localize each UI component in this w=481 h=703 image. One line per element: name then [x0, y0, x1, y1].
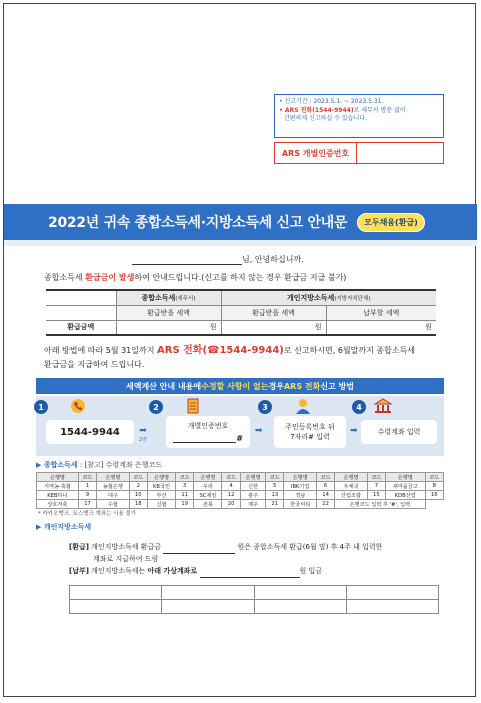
- name-blank: [132, 256, 242, 265]
- banner-underline: [4, 240, 477, 246]
- refund-label: [환급]: [69, 543, 89, 551]
- auth-number-pill: [166, 416, 250, 448]
- step-4-number: 4: [352, 400, 366, 414]
- va-cell: [254, 600, 346, 614]
- para-suffix: 로 신고하시면, 6월말까지 종합소득세: [283, 346, 416, 355]
- method-head-ars: ARS 전화: [283, 381, 321, 391]
- sub-head-1: 환급받을 세액: [116, 305, 221, 320]
- filing-period: • 신고기간 : 2023.5.1. ~ 2023.5.31.: [279, 98, 384, 105]
- amount-cell-3: 원: [326, 320, 436, 335]
- bank-table-header-cell: 코드: [129, 473, 147, 482]
- document-page: [3, 3, 476, 697]
- method-head-suffix: 신고 방법: [320, 381, 355, 391]
- ars-auth-value: [357, 143, 443, 163]
- col-local-tax-title: 개인지방소득세: [286, 293, 335, 302]
- method-head-middle: 경우: [268, 381, 284, 391]
- person-icon: [294, 397, 312, 415]
- bank-table-header-cell: 코드: [176, 473, 194, 482]
- va-cell: [70, 600, 162, 614]
- bank-table-header-cell: 은행명: [284, 473, 316, 482]
- ars-phone-text: • ARS 전화(1544-9944): [279, 106, 354, 114]
- bank-table-cell: 1: [78, 482, 96, 491]
- intro-line: [44, 272, 346, 283]
- col-income-tax-title: 종합소득세: [141, 293, 176, 302]
- bank-table-cell: 우리: [194, 482, 222, 491]
- pay-bold: 아래 가상계좌로: [147, 566, 198, 575]
- ars-auth-box: [274, 142, 444, 164]
- method-header: [36, 378, 444, 394]
- phone-icon: [70, 398, 86, 414]
- pay-line: [69, 566, 439, 578]
- bank-table-cell: 5: [266, 482, 284, 491]
- local-section-title: ▶ 개인지방소득세: [36, 523, 92, 531]
- step-1-note-text: 2번: [139, 437, 148, 443]
- bank-table-cell: 경남: [284, 491, 316, 500]
- bank-table-cell: 15: [367, 491, 385, 500]
- refund-text-2: 원은 종합소득세 환급(6월 말) 후 4주 내 입력한: [237, 543, 383, 551]
- va-cell: [346, 600, 438, 614]
- bank-table-header-cell: 코드: [367, 473, 385, 482]
- ars-auth-label: ARS 개별인증번호: [275, 143, 357, 163]
- bank-table-cell: 은행코드 입력 후 '#', 입력: [335, 500, 425, 509]
- pay-blank: [200, 569, 300, 578]
- step-1-note: [139, 426, 147, 443]
- refund-blank: [163, 545, 235, 554]
- pay-text-1: 개인지방소득세는: [88, 566, 148, 575]
- bank-table-cell: SC제일: [194, 491, 222, 500]
- bank-table-cell: 17: [78, 500, 96, 509]
- bank-table-cell: 대구: [97, 491, 129, 500]
- refund-line: [69, 542, 439, 554]
- bank-section-title-main: ▶ 종합소득세: [36, 461, 78, 469]
- title-banner: [4, 204, 477, 240]
- bank-table-cell: 농협은행: [97, 482, 129, 491]
- auth-number-blank: [173, 434, 243, 443]
- rrn-text-1: 주민등록번호 뒤: [285, 423, 335, 431]
- sub-head-2: 환급받을 세액: [221, 305, 326, 320]
- bank-table-cell: 12: [222, 491, 240, 500]
- bank-table-cell: KB국민: [147, 482, 175, 491]
- hash-symbol: #: [236, 434, 243, 443]
- bank-table-cell: 11: [176, 491, 194, 500]
- step-2-number: 2: [149, 400, 163, 414]
- bank-table-cell: 4: [222, 482, 240, 491]
- para-ars: ARS 전화(☎1544-9944): [157, 345, 284, 356]
- greeting-text: 님, 안녕하십니까.: [242, 255, 304, 264]
- bank-table-cell: 우체국: [335, 482, 367, 491]
- va-cell: [70, 586, 162, 600]
- amount-cell-1: 원: [116, 320, 221, 335]
- bank-table-cell: 제주: [240, 500, 265, 509]
- bank-section-title-sub: : [참고] 수령계좌 은행코드: [77, 461, 162, 469]
- ars-desc-text: 로 세무서 방문 없이: [353, 106, 406, 114]
- bank-table-header: [37, 473, 444, 482]
- bank-table-cell: 7: [367, 482, 385, 491]
- document-icon: [186, 398, 200, 414]
- bank-table-cell: 수협: [97, 500, 129, 509]
- bank-table-row: [37, 482, 444, 491]
- account-pill: 수령계좌 입력: [361, 420, 437, 444]
- method-steps-box: [36, 396, 444, 456]
- sub-head-3: 납부할 세액: [326, 305, 436, 320]
- bank-table-header-cell: 은행명: [147, 473, 175, 482]
- empty-corner: [46, 290, 116, 305]
- empty-cell: [46, 305, 116, 320]
- bank-section-title: [36, 460, 162, 470]
- refund-tag: 모두채움(환급): [357, 213, 425, 232]
- instruction-paragraph: [44, 343, 454, 372]
- bank-table-cell: 8: [425, 482, 443, 491]
- virtual-account-table: [69, 585, 439, 614]
- bank-table-cell: 한국씨티: [284, 500, 316, 509]
- arrow-icon: ➡: [255, 426, 263, 436]
- arrow-icon: ➡: [139, 426, 147, 436]
- bank-table-row: [37, 500, 444, 509]
- blank-line: [173, 435, 236, 443]
- bank-table-cell: IBK기업: [284, 482, 316, 491]
- bank-table-cell: 상호저축: [37, 500, 79, 509]
- bank-table-header-cell: 은행명: [386, 473, 426, 482]
- bank-table-cell: 지역농·축협: [37, 482, 79, 491]
- va-cell: [162, 600, 254, 614]
- bank-table-header-cell: 코드: [222, 473, 240, 482]
- bank-table-cell: 새마을금고: [386, 482, 426, 491]
- bank-table-cell: 16: [425, 491, 443, 500]
- va-cell: [162, 586, 254, 600]
- bank-table-cell: 9: [78, 491, 96, 500]
- refund-text-1: 개인지방소득세 환급금: [88, 543, 164, 551]
- para-line-2: 환급금을 지급하여 드립니다.: [44, 360, 145, 369]
- para-prefix: 아래 방법에 따라 5월 31일까지: [44, 346, 157, 355]
- bank-table-cell: 광주: [240, 491, 265, 500]
- intro-highlight: 환급금이 발생: [85, 273, 135, 282]
- col-income-tax-sub: (세무서): [175, 295, 196, 302]
- bank-table-cell: 부산: [147, 491, 175, 500]
- bank-table-cell: KEB하나: [37, 491, 79, 500]
- bank-table-cell: 전북: [194, 500, 222, 509]
- col-local-tax-head: [221, 290, 436, 305]
- rrn-text-2: 7자리# 입력: [290, 433, 330, 441]
- bank-table-cell: 2: [129, 482, 147, 491]
- refund-text-3: 계좌로 지급하여 드림: [93, 554, 159, 563]
- bank-table-header-cell: 코드: [266, 473, 284, 482]
- bank-table-header-cell: 은행명: [37, 473, 79, 482]
- page-title: 2022년 귀속 종합소득세·지방소득세 신고 안내문: [48, 215, 348, 231]
- intro-prefix: 종합소득세: [44, 273, 86, 282]
- bank-table-row: [37, 491, 444, 500]
- va-cell: [254, 586, 346, 600]
- bank-table-cell: 22: [316, 500, 334, 509]
- bank-table-cell: 21: [266, 500, 284, 509]
- ars-number-pill: 1544-9944: [46, 420, 134, 444]
- filing-period-notice: [274, 94, 444, 138]
- bank-table-cell: 신협: [147, 500, 175, 509]
- refund-amount-table: [46, 289, 436, 336]
- bank-icon: [374, 398, 392, 414]
- col-income-tax-head: [116, 290, 221, 305]
- auth-number-label: 개별인증번호: [187, 422, 229, 430]
- step-3-number: 3: [258, 400, 272, 414]
- bank-table-cell: 13: [266, 491, 284, 500]
- col-local-tax-sub: (지방자치단체): [334, 295, 371, 302]
- bank-table-cell: 10: [129, 491, 147, 500]
- bank-table-cell: 6: [316, 482, 334, 491]
- bank-table-header-cell: 은행명: [97, 473, 129, 482]
- bank-table-header-cell: 코드: [425, 473, 443, 482]
- bank-table-cell: KDB산업: [386, 491, 426, 500]
- va-cell: [346, 586, 438, 600]
- bank-table-header-cell: 은행명: [335, 473, 367, 482]
- bank-table-cell: 14: [316, 491, 334, 500]
- step-1-number: 1: [34, 400, 48, 414]
- bank-table-cell: 19: [176, 500, 194, 509]
- rrn-pill: [274, 416, 346, 448]
- amount-cell-2: 원: [221, 320, 326, 335]
- arrow-icon: ➡: [350, 426, 358, 436]
- bank-code-table: [36, 472, 444, 509]
- bank-table-cell: 20: [222, 500, 240, 509]
- pay-text-2: 원 입금: [299, 566, 323, 575]
- bank-table-header-cell: 은행명: [194, 473, 222, 482]
- bank-table-cell: 신한: [240, 482, 265, 491]
- method-head-prefix: 세액계산 안내 내용에: [125, 381, 202, 391]
- intro-suffix: 하여 안내드립니다.(신고를 하지 않는 경우 환급금 지급 불가): [134, 273, 347, 282]
- ars-desc-text-2: 간편하게 신고하실 수 있습니다.: [284, 115, 367, 123]
- row-label: 환급금액: [46, 320, 116, 335]
- bank-table-cell: 3: [176, 482, 194, 491]
- bank-table-cell: 18: [129, 500, 147, 509]
- bank-table-header-cell: 코드: [316, 473, 334, 482]
- bank-table-header-cell: 코드: [78, 473, 96, 482]
- bank-table-cell: 산림조합: [335, 491, 367, 500]
- greeting: [132, 254, 304, 265]
- pay-label: [납부]: [69, 566, 89, 575]
- method-head-yellow: 수정할 사항이 없는: [201, 381, 269, 391]
- bank-note: * 카카오뱅크, 토스뱅크 계좌는 사용 불가: [38, 511, 137, 517]
- bank-table-header-cell: 은행명: [240, 473, 265, 482]
